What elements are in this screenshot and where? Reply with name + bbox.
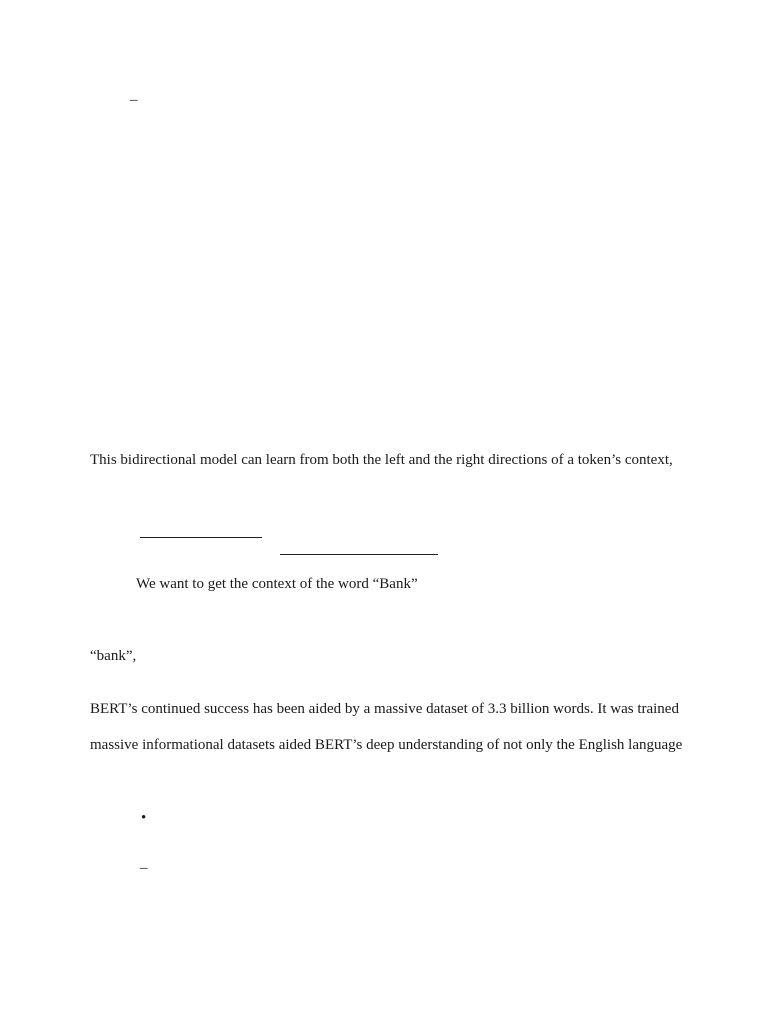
bottom-dash: – <box>140 860 148 876</box>
underline-rule-1 <box>140 537 262 538</box>
underline-rule-2 <box>280 554 438 555</box>
paragraph-context-bank: We want to get the context of the word “Bank” <box>136 576 418 592</box>
top-dash: – <box>130 92 138 108</box>
paragraph-bert-line-1: BERT’s continued success has been aided by a massive dataset of 3.3 billion words. It was trained <box>90 701 679 717</box>
paragraph-bank-quote: “bank”, <box>90 648 137 664</box>
paragraph-bidirectional-model: This bidirectional model can learn from both the left and the right directions of a token’s context, <box>90 452 673 468</box>
bullet-icon: • <box>141 810 147 826</box>
paragraph-bert-line-2: massive informational datasets aided BERT’s deep understanding of not only the English language <box>90 737 683 753</box>
